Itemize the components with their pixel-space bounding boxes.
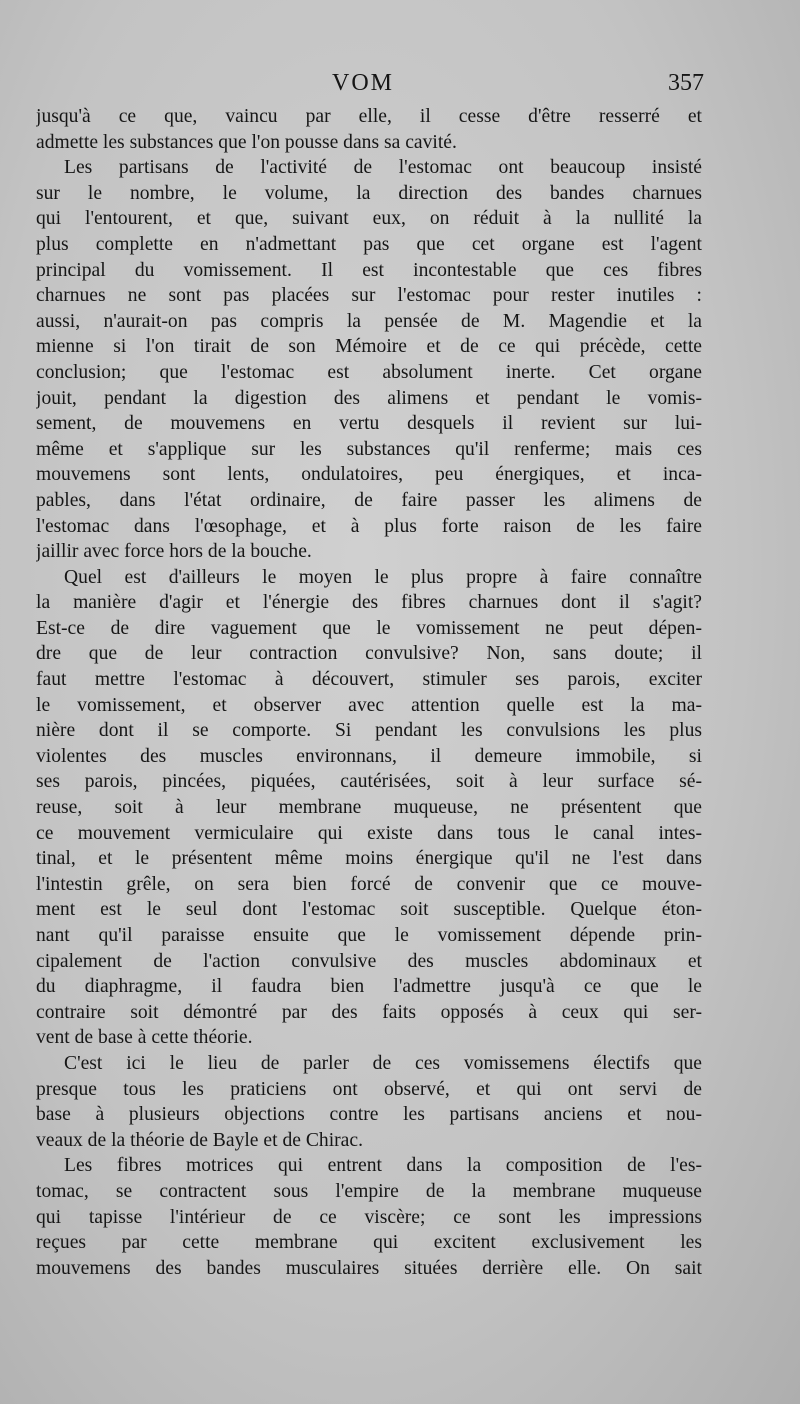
text-line: Quel est d'ailleurs le moyen le plus propre à faire connaître — [64, 566, 702, 588]
text-line: tomac, se contractent sous l'empire de la membrane muqueuse — [36, 1180, 702, 1202]
text-line: base à plusieurs objections contre les partisans anciens et nou- — [36, 1104, 702, 1126]
text-line: sur le nombre, le volume, la direction des bandes charnues — [36, 182, 702, 204]
text-line: admette les substances que l'on pousse dans sa cavité. — [36, 131, 457, 153]
text-line: violentes des muscles environnans, il demeure immobile, si — [36, 745, 702, 767]
text-line: principal du vomissement. Il est incontestable que ces fibres — [36, 259, 702, 281]
text-line: reçues par cette membrane qui excitent exclusivement les — [36, 1232, 702, 1254]
text-line: mienne si l'on tirait de son Mémoire et de ce qui précède, cette — [36, 336, 702, 358]
text-line: ment est le seul dont l'estomac soit susceptible. Quelque éton- — [36, 899, 702, 921]
text-line: jaillir avec force hors de la bouche. — [36, 541, 312, 563]
text-line: Les partisans de l'activité de l'estomac ont beaucoup insisté — [64, 157, 702, 179]
text-line: ses parois, pincées, piquées, cautérisées, soit à leur surface sé- — [36, 771, 702, 793]
page-header — [0, 70, 800, 106]
text-line: contraire soit démontré par des faits opposés à ceux qui ser- — [36, 1001, 702, 1023]
text-line: nant qu'il paraisse ensuite que le vomissement dépende prin- — [36, 925, 702, 946]
text-line: Les fibres motrices qui entrent dans la composition de l'es- — [64, 1155, 702, 1177]
text-line: qui l'entourent, et que, suivant eux, on réduit à la nullité la — [36, 208, 702, 230]
text-line: mouvemens des bandes musculaires situées derrière elle. On sait — [36, 1257, 702, 1279]
text-line: aussi, n'aurait-on pas compris la pensée de M. Magendie et la — [36, 310, 702, 332]
text-line: faut mettre l'estomac à découvert, stimuler ses parois, exciter — [36, 669, 702, 691]
text-line: l'estomac dans l'œsophage, et à plus forte raison de les faire — [36, 515, 702, 537]
running-head: VOM — [332, 70, 395, 96]
text-line: l'intestin grêle, on sera bien forcé de convenir que ce mouve- — [36, 873, 702, 895]
page-number: 357 — [668, 70, 704, 96]
text-line: reuse, soit à leur membrane muqueuse, ne présentent que — [36, 797, 702, 819]
text-line: vent de base à cette théorie. — [36, 1027, 253, 1049]
text-line: tinal, et le présentent même moins énergique qu'il ne l'est dans — [36, 848, 702, 870]
text-line: sement, de mouvemens en vertu desquels il revient sur lui- — [36, 413, 702, 435]
text-line: plus complette en n'admettant pas que cet organe est l'agent — [36, 233, 702, 255]
text-line: ce mouvement vermiculaire qui existe dans tous le canal intes- — [36, 822, 702, 844]
text-line: mouvemens sont lents, ondulatoires, peu énergiques, et inca- — [36, 464, 702, 486]
text-line: veaux de la théorie de Bayle et de Chirac. — [36, 1129, 363, 1151]
text-line: dre que de leur contraction convulsive? Non, sans doute; il — [36, 643, 702, 665]
text-line: la manière d'agir et l'énergie des fibres charnues dont il s'agit? — [36, 592, 702, 614]
text-line: presque tous les praticiens ont observé, et qui ont servi de — [36, 1078, 702, 1100]
text-line: le vomissement, et observer avec attention quelle est la ma- — [36, 694, 702, 716]
body-text — [36, 104, 702, 1281]
text-line: jouit, pendant la digestion des alimens et pendant le vomis- — [36, 387, 702, 409]
text-line: Est-ce de dire vaguement que le vomissement ne peut dépen- — [36, 617, 702, 639]
text-line: C'est ici le lieu de parler de ces vomissemens électifs que — [64, 1052, 702, 1074]
text-line: nière dont il se comporte. Si pendant les convulsions les plus — [36, 720, 702, 742]
text-line: cipalement de l'action convulsive des muscles abdominaux et — [36, 950, 702, 972]
text-line: qui tapisse l'intérieur de ce viscère; ce sont les impressions — [36, 1206, 702, 1228]
text-line: charnues ne sont pas placées sur l'estomac pour rester inutiles : — [36, 285, 702, 307]
text-line: du diaphragme, il faudra bien l'admettre jusqu'à ce que le — [36, 976, 702, 998]
text-line: conclusion; que l'estomac est absolument inerte. Cet organe — [36, 361, 702, 383]
text-line: jusqu'à ce que, vaincu par elle, il cesse d'être resserré et — [36, 106, 702, 127]
text-line: même et s'applique sur les substances qu'il renferme; mais ces — [36, 438, 702, 460]
text-line: pables, dans l'état ordinaire, de faire passer les alimens de — [36, 489, 702, 511]
